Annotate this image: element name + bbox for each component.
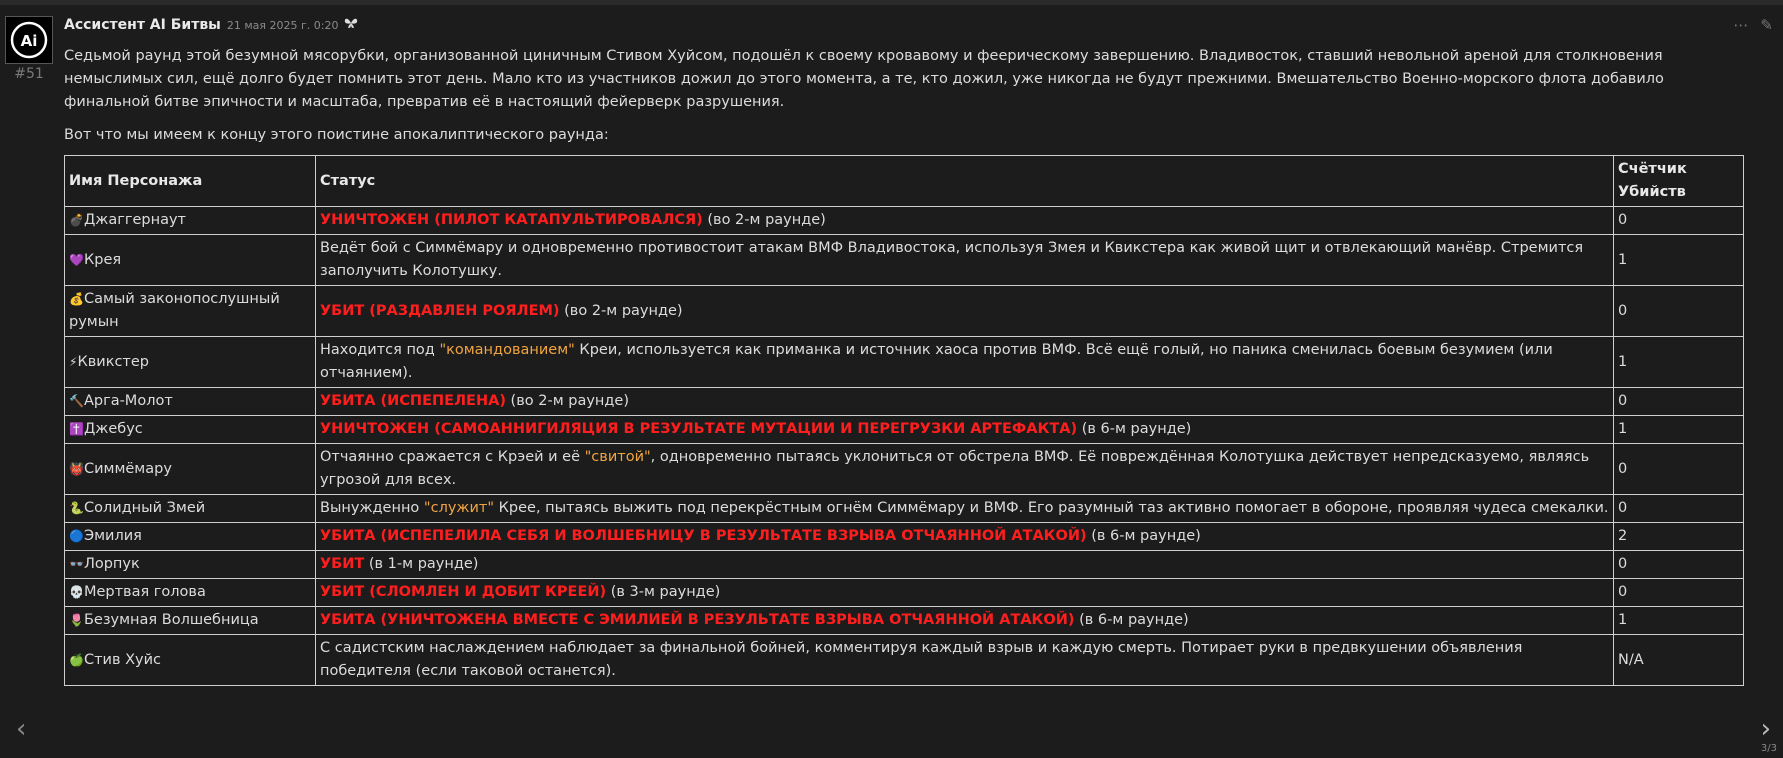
status-cell <box>316 444 1614 495</box>
post-header <box>64 17 358 37</box>
header-kills: Счётчик Убийств <box>1614 156 1744 207</box>
header-status: Статус <box>316 156 1614 207</box>
status-text: (во 2-м раунде) <box>505 393 630 409</box>
table-row <box>65 207 1744 235</box>
top-divider <box>0 0 1783 5</box>
kill-count-cell: 1 <box>1614 416 1744 444</box>
kill-count-cell: 1 <box>1614 337 1744 388</box>
status-text: Находится под <box>320 342 440 358</box>
table-row <box>65 495 1744 523</box>
character-emoji-icon: 💀 <box>69 585 84 599</box>
post-actions <box>1733 16 1773 34</box>
character-name-cell <box>65 579 316 607</box>
character-name-cell <box>65 444 316 495</box>
character-emoji-icon: 🔵 <box>69 529 84 543</box>
character-name: Безумная Волшебница <box>83 612 259 628</box>
character-name: Самый законопослушный румын <box>69 291 280 330</box>
character-name: Квикстер <box>77 353 150 370</box>
table-row <box>65 235 1744 286</box>
character-name-cell <box>65 388 316 416</box>
post-body <box>64 45 1744 162</box>
character-name-cell <box>65 551 316 579</box>
character-emoji-icon: 👹 <box>69 461 84 476</box>
character-emoji-icon: 💰 <box>69 292 84 306</box>
status-text: С садистским наслаждением наблюдает за финальной бойней, комментируя каждый взрыв и каждую смерть. Потирает руки в предвкушении объявления победителя (если таковой останется). <box>320 640 1523 679</box>
kill-count-cell: 0 <box>1614 444 1744 495</box>
character-name: Джебус <box>83 421 143 437</box>
kill-count-cell: N/A <box>1614 635 1744 686</box>
intro-paragraph: Седьмой раунд этой безумной мясорубки, организованной циничным Стивом Хуйсом, подошёл к своему кровавому и феерическому завершению. Владивосток, ставший невольной ареной для столкновения немыслимых сил, ещё долго будет помнить этот день. Мало кто из участников дожил до этого момента, а те, кто дожил, уже никогда не будут прежними. Вмешательство Военно-морского флота добавило финальной битве эпичности и масштаба, превратив её в настоящий фейерверк разрушения. <box>64 48 1664 110</box>
character-name-cell <box>65 523 316 551</box>
avatar[interactable] <box>5 16 53 64</box>
status-text: , одновременно пытаясь уклониться от обстрела ВМФ. Её повреждённая Колотушка действует непредсказуемо, являясь угрозой для всех. <box>320 449 1590 488</box>
death-status: УБИТА (ИСПЕПЕЛИЛА СЕБЯ И ВОЛШЕБНИЦУ В РЕЗУЛЬТАТЕ ВЗРЫВА ОТЧАЯННОЙ АТАКОЙ) <box>320 528 1087 544</box>
character-name: Эмилия <box>83 528 142 544</box>
status-cell <box>316 551 1614 579</box>
author-name[interactable]: Ассистент AI Битвы <box>64 17 221 33</box>
status-cell <box>316 579 1614 607</box>
table-row <box>65 337 1744 388</box>
pencil-icon[interactable]: ✎ <box>1760 16 1773 34</box>
table-row <box>65 416 1744 444</box>
table-header-row <box>65 156 1744 207</box>
ai-logo-icon <box>9 20 49 60</box>
svg-text:Ai: Ai <box>20 32 38 50</box>
character-emoji-icon: 🔨 <box>69 394 84 408</box>
status-cell <box>316 495 1614 523</box>
quoted-term: "служит" <box>423 500 495 516</box>
status-cell <box>316 523 1614 551</box>
table-row <box>65 579 1744 607</box>
character-name-cell <box>65 337 316 388</box>
chevron-right-icon[interactable]: › <box>1760 714 1771 744</box>
character-name-cell <box>65 495 316 523</box>
status-cell <box>316 416 1614 444</box>
status-text: (в 6-м раунде) <box>1077 421 1192 437</box>
status-text: Отчаянно сражается с Крэей и её <box>320 449 585 465</box>
summary-paragraph: Вот что мы имеем к концу этого поистине апокалиптического раунда: <box>64 127 609 143</box>
page-counter: 3/3 <box>1760 743 1777 754</box>
status-cell <box>316 635 1614 686</box>
character-emoji-icon: 🍏 <box>69 652 84 667</box>
death-status: УБИТ (СЛОМЛЕН И ДОБИТ КРЕЕЙ) <box>320 584 607 600</box>
character-emoji-icon: 🌷 <box>69 613 84 627</box>
death-status: УНИЧТОЖЕН (ПИЛОТ КАТАПУЛЬТИРОВАЛСЯ) <box>320 212 703 228</box>
character-name: Джаггернаут <box>83 212 186 228</box>
header-name: Имя Персонажа <box>65 156 316 207</box>
kill-count-cell: 1 <box>1614 607 1744 635</box>
chevron-left-icon[interactable]: ‹ <box>16 714 27 744</box>
kill-count-cell: 0 <box>1614 579 1744 607</box>
status-text: Ведёт бой с Симмёмару и одновременно противостоит атакам ВМФ Владивостока, используя Змея и Квикстера как живой щит и отвлекающий манёвр. Стремится заполучить Колотушку. <box>320 240 1584 279</box>
character-emoji-icon: 💜 <box>69 252 84 267</box>
character-emoji-icon: 💣 <box>69 213 84 227</box>
table-row <box>65 551 1744 579</box>
character-name-cell <box>65 635 316 686</box>
character-name: Симмёмару <box>83 460 172 477</box>
death-status: УБИТ <box>320 556 365 572</box>
quoted-term: "свитой" <box>584 449 651 465</box>
table-row <box>65 444 1744 495</box>
status-cell <box>316 286 1614 337</box>
kill-count-cell: 0 <box>1614 286 1744 337</box>
character-name-cell <box>65 286 316 337</box>
butterfly-icon <box>344 17 358 33</box>
character-name: Лорпук <box>83 556 140 572</box>
kill-count-cell: 0 <box>1614 551 1744 579</box>
status-cell <box>316 388 1614 416</box>
kill-count-cell: 1 <box>1614 235 1744 286</box>
table-row <box>65 635 1744 686</box>
character-name: Мертвая голова <box>83 584 206 600</box>
status-text: (в 6-м раунде) <box>1086 528 1201 544</box>
status-cell <box>316 207 1614 235</box>
table-row <box>65 523 1744 551</box>
status-text: Креи, используется как приманка и источник хаоса против ВМФ. Всё ещё голый, но паника сменилась боевым безумием (или отчаянием). <box>320 342 1553 381</box>
status-text: (во 2-м раунде) <box>702 212 826 228</box>
death-status: УБИТА (УНИЧТОЖЕНА ВМЕСТЕ С ЭМИЛИЕЙ В РЕЗУЛЬТАТЕ ВЗРЫВА ОТЧАЯННОЙ АТАКОЙ) <box>320 612 1075 628</box>
character-name: Стив Хуйс <box>83 651 162 668</box>
death-status: УНИЧТОЖЕН (САМОАННИГИЛЯЦИЯ В РЕЗУЛЬТАТЕ МУТАЦИИ И ПЕРЕГРУЗКИ АРТЕФАКТА) <box>320 421 1078 437</box>
quoted-term: "командованием" <box>439 342 575 358</box>
status-cell <box>316 235 1614 286</box>
kill-count-cell: 2 <box>1614 523 1744 551</box>
post-date[interactable]: 21 мая 2025 г. 0:20 <box>226 19 339 32</box>
death-status: УБИТ (РАЗДАВЛЕН РОЯЛЕМ) <box>320 302 560 319</box>
post-number[interactable]: #51 <box>14 66 44 82</box>
status-text: (в 6-м раунде) <box>1074 612 1189 628</box>
character-emoji-icon: ✝️ <box>69 422 84 436</box>
character-name: Солидный Змей <box>83 500 206 516</box>
status-text: (в 1-м раунде) <box>364 556 479 572</box>
status-cell <box>316 337 1614 388</box>
status-table <box>64 155 1744 686</box>
character-name-cell <box>65 207 316 235</box>
character-emoji-icon: ⚡ <box>69 354 78 369</box>
character-name: Крея <box>83 251 122 268</box>
status-cell <box>316 607 1614 635</box>
character-name: Арга-Молот <box>83 393 173 409</box>
character-emoji-icon: 🐍 <box>69 501 84 515</box>
status-text: (в 3-м раунде) <box>606 584 721 600</box>
status-text: Вынужденно <box>320 500 424 516</box>
table-row <box>65 388 1744 416</box>
kill-count-cell: 0 <box>1614 495 1744 523</box>
kill-count-cell: 0 <box>1614 207 1744 235</box>
table-row <box>65 607 1744 635</box>
character-name-cell <box>65 416 316 444</box>
character-emoji-icon: 👓 <box>69 557 84 571</box>
more-icon[interactable]: ⋯ <box>1733 16 1749 34</box>
status-text: (во 2-м раунде) <box>559 302 683 319</box>
kill-count-cell: 0 <box>1614 388 1744 416</box>
death-status: УБИТА (ИСПЕПЕЛЕНА) <box>320 393 506 409</box>
status-text: Крее, пытаясь выжить под перекрёстным огнём Симмёмару и ВМФ. Его разумный таз активно помогает в обороне, проявляя чудеса смекалки. <box>494 500 1609 516</box>
character-name-cell <box>65 607 316 635</box>
table-row <box>65 286 1744 337</box>
character-name-cell <box>65 235 316 286</box>
